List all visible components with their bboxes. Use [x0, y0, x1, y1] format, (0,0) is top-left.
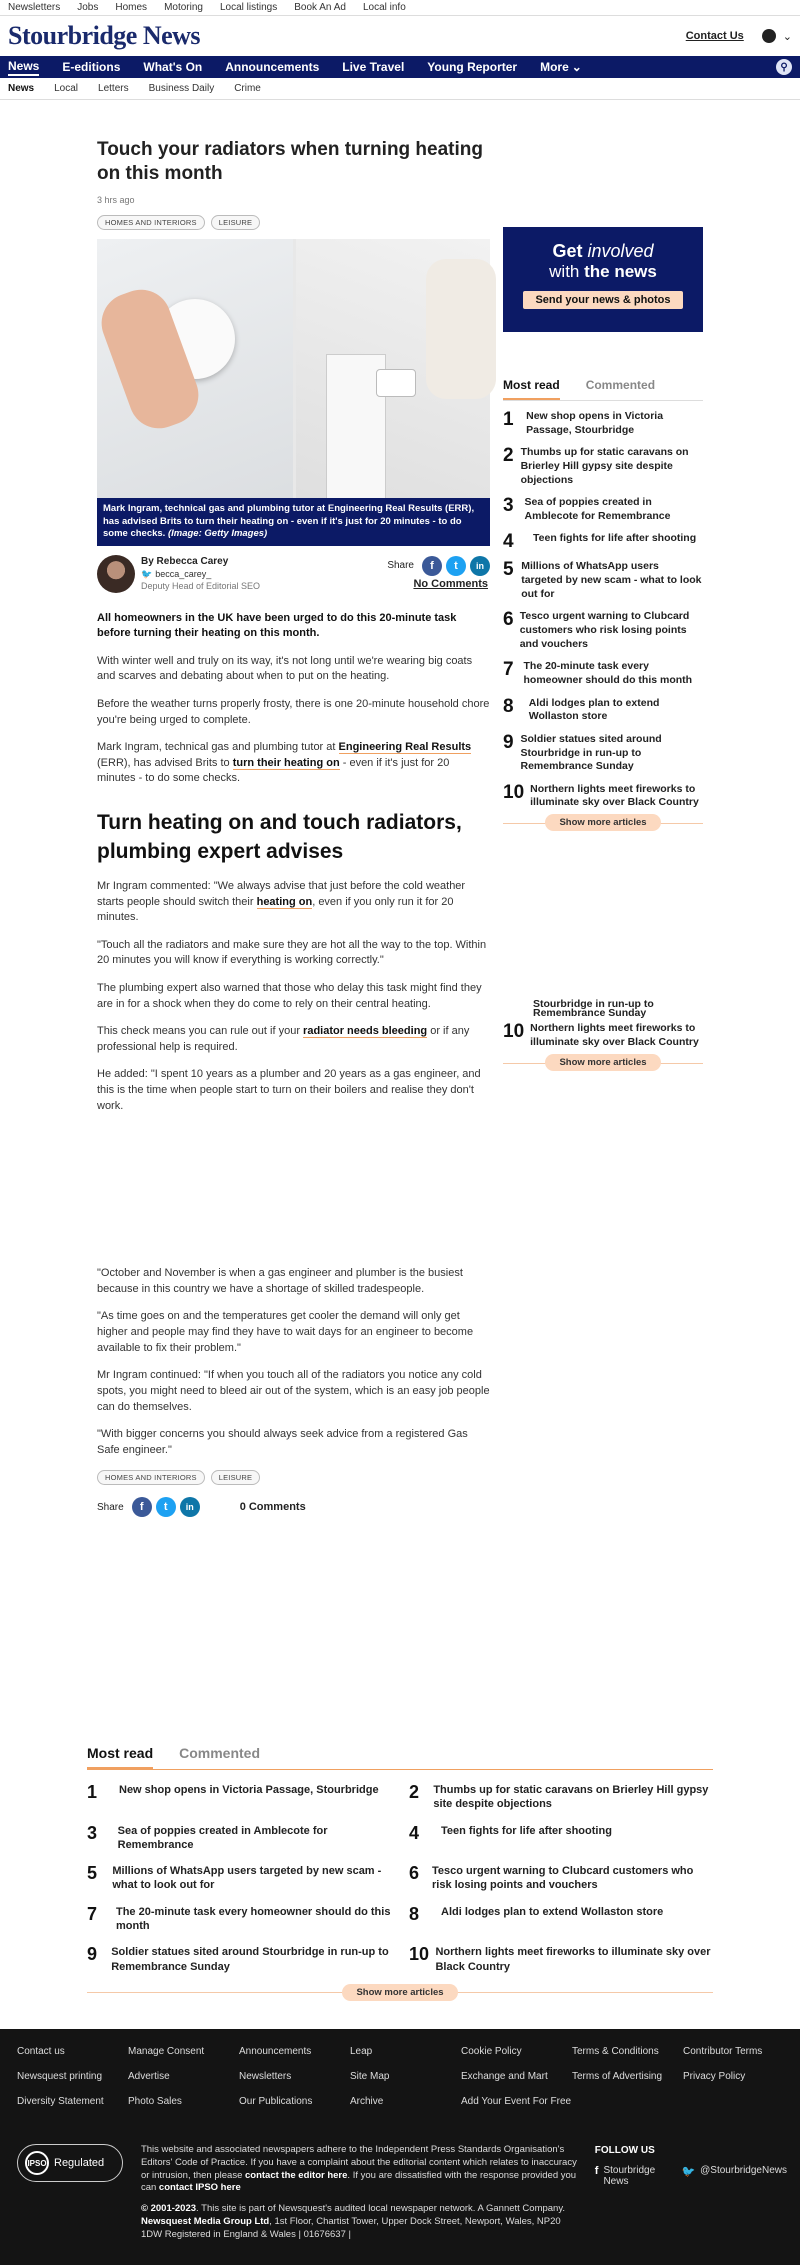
tag-leisure[interactable]: LEISURE: [211, 1470, 261, 1485]
top-links: [0, 0, 800, 16]
most-read-tabs: [503, 378, 703, 401]
footer-link[interactable]: Terms of Advertising: [572, 2071, 663, 2082]
list-item[interactable]: [409, 1783, 713, 1812]
text: Mark Ingram, technical gas and plumbing tutor at: [97, 741, 339, 754]
text: Get: [552, 241, 588, 261]
contact-editor-link[interactable]: contact the editor here: [245, 2169, 348, 2181]
rank-number: 7: [503, 659, 514, 681]
rank-number: 1: [87, 1782, 98, 1802]
article-tags: [97, 215, 490, 230]
rank-number: 5: [87, 1863, 98, 1884]
sub-nav: [0, 78, 800, 100]
rank-number: 10: [409, 1944, 430, 1965]
list-item-title: The 20-minute task every homeowner should do this month: [523, 660, 693, 686]
list-item[interactable]: [503, 783, 703, 810]
ipso-icon: IPSO: [25, 2151, 49, 2175]
facebook-icon[interactable]: f: [132, 1497, 152, 1517]
footer: [0, 2029, 800, 2265]
follow-twitter-label: @StourbridgeNews: [700, 2165, 787, 2176]
author-info: [141, 555, 260, 593]
article-time: 3 hrs ago: [97, 194, 135, 205]
paragraph: "Touch all the radiators and make sure they are hot all the way to the top. Within 20 minutes you will know if everything is working correctly.": [97, 938, 487, 967]
footer-link[interactable]: Archive: [350, 2096, 384, 2107]
hero-image: [97, 239, 490, 546]
author-block: [97, 555, 490, 599]
list-item-title: Soldier statues sited around Stourbridge in run-up to Remembrance Sunday: [111, 1946, 389, 1973]
article-subheading: Turn heating on and touch radiators, plumbing expert advises: [97, 810, 462, 863]
paragraph: [97, 1024, 490, 1055]
text: (ERR), has advised Brits to: [97, 756, 233, 769]
text: involved: [587, 241, 654, 261]
article-tags-bottom: [97, 1470, 490, 1485]
sidebar-most-read-sticky: [503, 1000, 703, 1071]
nav-more[interactable]: [540, 60, 582, 74]
send-news-promo: [503, 227, 703, 332]
list-item[interactable]: [87, 1783, 391, 1812]
user-icon: [762, 29, 776, 43]
list-item-title: Northern lights meet fireworks to illuminate sky over Black Country: [530, 782, 699, 809]
author-avatar: [97, 555, 135, 593]
share-bar-bottom: [97, 1497, 490, 1517]
ipso-label: Regulated: [54, 2157, 105, 2169]
rank-number: 7: [87, 1903, 98, 1924]
toplink-motoring[interactable]: Motoring: [164, 2, 203, 13]
promo-line-1: [503, 241, 703, 262]
rank-number: 10: [503, 781, 525, 803]
list-item[interactable]: [87, 1864, 391, 1893]
footer-link[interactable]: Newsletters: [239, 2071, 292, 2082]
comments-link-bottom[interactable]: 0 Comments: [239, 1501, 306, 1514]
bottom-most-read: [87, 1745, 713, 2001]
subnav-business-daily[interactable]: Business Daily: [148, 83, 215, 94]
text: , even if you only run it for 20 minutes.: [97, 895, 454, 924]
promo-line-2: [503, 262, 703, 282]
footer-links: [0, 2029, 800, 2107]
rank-number: 9: [87, 1944, 98, 1965]
link-engineering-real-results[interactable]: Engineering Real Results: [338, 741, 472, 754]
text: the news: [584, 262, 657, 281]
send-news-button[interactable]: Send your news & photos: [523, 291, 682, 309]
toplink-local-listings[interactable]: Local listings: [219, 2, 278, 13]
caption-text: Mark Ingram, technical gas and plumbing tutor at Engineering Real Results (ERR), has advised Brits to turn their heating on - even if it's just for 20 minutes - to do some checks.: [103, 503, 475, 540]
link-radiator-needs-bleeding[interactable]: radiator needs bleeding: [303, 1025, 428, 1038]
search-icon[interactable]: ⚲: [776, 59, 792, 75]
follow-facebook-label: Stourbridge News: [603, 2165, 656, 2187]
caption-credit: (Image: Getty Images): [167, 528, 268, 540]
comments-link[interactable]: No Comments: [413, 577, 488, 590]
site-logo[interactable]: Stourbridge News: [8, 21, 201, 50]
rank-number: 4: [503, 531, 514, 553]
masthead: [0, 16, 800, 56]
footer-link[interactable]: Cookie Policy: [461, 2046, 522, 2057]
paragraph: Before the weather turns properly frosty, there is one 20-minute household chore you're being urged to complete.: [97, 697, 490, 726]
list-item[interactable]: [87, 1945, 391, 1974]
list-item[interactable]: [87, 1824, 391, 1853]
text: Newsquest Media Group Ltd: [140, 2216, 270, 2228]
toplink-jobs[interactable]: Jobs: [77, 2, 99, 13]
legal-paragraph: [141, 2144, 581, 2195]
twitter-icon[interactable]: t: [156, 1497, 176, 1517]
footer-link[interactable]: Exchange and Mart: [461, 2071, 548, 2082]
show-more-wrap: [87, 1984, 713, 2001]
list-item[interactable]: [503, 532, 703, 551]
text: , 1st Floor, Chartist Tower, Upper Dock Street, Newport, Wales, NP20 1DW Registered in England & Wales | 01676637 |: [140, 2216, 561, 2240]
list-item-title: New shop opens in Victoria Passage, Stourbridge: [119, 1784, 379, 1796]
text: . If you are dissatisfied with the response provided you can: [140, 2169, 577, 2194]
list-item-title: Sea of poppies created in Amblecote for Remembrance: [524, 496, 671, 522]
list-item[interactable]: [503, 697, 703, 724]
footer-link[interactable]: Add Your Event For Free: [461, 2096, 572, 2107]
footer-link[interactable]: Advertise: [128, 2071, 170, 2082]
list-item-title: Millions of WhatsApp users targeted by new scam - what to look out for: [112, 1865, 382, 1892]
twitter-icon: 🐦: [681, 2166, 696, 2178]
footer-link[interactable]: Photo Sales: [128, 2096, 182, 2107]
sidebar-most-read: [503, 378, 703, 831]
list-item[interactable]: [503, 610, 703, 651]
follow-us: [595, 2144, 787, 2242]
ad-slot: [97, 1114, 490, 1254]
show-more-articles-button[interactable]: Show more articles: [545, 814, 660, 831]
subnav-news[interactable]: News: [8, 83, 35, 94]
linkedin-icon[interactable]: in: [180, 1497, 200, 1517]
nav-e-editions[interactable]: E-editions: [62, 60, 121, 74]
tag-leisure[interactable]: LEISURE: [211, 215, 261, 230]
paragraph: He added: "I spent 10 years as a plumber and 20 years as a gas engineer, and this is the time when people start to turn on their boilers and realise they don't work.: [97, 1068, 481, 1112]
article-headline: Touch your radiators when turning heating on this month: [97, 139, 483, 184]
chevron-down-icon: ⌄: [782, 30, 792, 43]
text: This website and associated newspapers adhere to the Independent Press Standards Organisation's Editors' Code of Practice. If you have a complaint about the editorial content which relates to inaccuracy or intrusion, then please: [140, 2144, 577, 2181]
author-handle-link[interactable]: [141, 568, 260, 580]
rank-number: 6: [503, 609, 514, 631]
radiator-valve: [376, 369, 416, 397]
copyright-paragraph: [141, 2203, 581, 2241]
most-read-list: [503, 410, 703, 810]
subnav-local[interactable]: Local: [54, 83, 79, 94]
facebook-icon[interactable]: f: [422, 556, 442, 576]
list-item-title: Soldier statues sited around Stourbridge in run-up to Remembrance Sunday: [520, 732, 662, 773]
rank-number: 2: [409, 1782, 420, 1802]
tab-commented[interactable]: Commented: [585, 378, 656, 392]
list-item[interactable]: [409, 1864, 713, 1893]
author-role: Deputy Head of Editorial SEO: [141, 581, 261, 592]
list-item[interactable]: [503, 560, 703, 601]
list-item-title: Northern lights meet fireworks to illuminate sky over Black Country: [530, 1022, 699, 1048]
list-item[interactable]: [503, 410, 703, 437]
paragraph: With winter well and truly on its way, it's not long until we're wearing big coats and scarves and debating about when to put on the heating.: [97, 654, 473, 683]
twitter-icon[interactable]: t: [446, 556, 466, 576]
footer-link[interactable]: Diversity Statement: [17, 2096, 104, 2107]
paragraph: "October and November is when a gas engineer and plumber is the busiest because in this country we have a shortage of skilled tradespeople.: [97, 1267, 463, 1295]
list-item-title: Aldi lodges plan to extend Wollaston store: [441, 1905, 664, 1918]
footer-link[interactable]: Terms & Conditions: [572, 2046, 659, 2057]
text: Mr Ingram commented: "We always advise that just before the cold weather starts people should switch their: [97, 879, 466, 908]
rank-number: 3: [87, 1822, 98, 1843]
toplink-homes[interactable]: Homes: [115, 2, 148, 13]
nav-young-reporter[interactable]: Young Reporter: [427, 60, 518, 74]
article-body: [97, 611, 490, 1518]
article-lede: All homeowners in the UK have been urged to do this 20-minute task before turning their heating on this month.: [97, 611, 457, 640]
most-read-grid: [87, 1783, 713, 1974]
list-item-title: Teen fights for life after shooting: [533, 532, 697, 545]
nav-more-label: More: [540, 60, 569, 74]
list-item-title: Aldi lodges plan to extend Wollaston store: [528, 696, 660, 723]
text: with: [549, 262, 585, 281]
footer-link[interactable]: Site Map: [350, 2071, 390, 2082]
rank-number: 8: [409, 1903, 420, 1924]
contact-ipso-link[interactable]: contact IPSO here: [158, 2182, 241, 2194]
list-item[interactable]: [503, 660, 703, 687]
chevron-down-icon: ⌄: [571, 60, 582, 74]
text: - even if it's just for 20 minutes - to do some checks.: [97, 756, 450, 785]
nav-live-travel[interactable]: Live Travel: [342, 60, 405, 74]
author-name[interactable]: By Rebecca Carey: [141, 555, 229, 567]
rank-number: 8: [503, 695, 514, 717]
list-item[interactable]: [87, 1905, 391, 1934]
share-label: Share: [387, 560, 414, 571]
tab-most-read[interactable]: Most read: [87, 1745, 153, 1769]
show-more-wrap: [503, 814, 703, 831]
paragraph: [97, 879, 490, 926]
text: . This site is part of Newsquest's audited local newspaper network. A Gannett Company.: [196, 2203, 566, 2215]
subnav-crime[interactable]: Crime: [234, 83, 261, 94]
link-turn-heating-on[interactable]: turn their heating on: [232, 756, 340, 769]
list-item[interactable]: [409, 1905, 713, 1934]
follow-facebook[interactable]: [595, 2165, 664, 2187]
list-item-title: Thumbs up for static caravans on Brierley Hill gypsy site despite objections: [433, 1784, 709, 1811]
paragraph: [97, 740, 490, 787]
show-more-wrap: [503, 1054, 703, 1071]
show-more-articles-button[interactable]: Show more articles: [545, 1054, 660, 1071]
facebook-icon: f: [594, 2165, 599, 2177]
text: © 2001-2023: [140, 2203, 197, 2215]
account-button[interactable]: [762, 29, 792, 43]
footer-link[interactable]: Contributor Terms: [683, 2046, 763, 2057]
rank-number: 9: [503, 731, 514, 753]
masthead-actions: [686, 29, 792, 43]
list-item[interactable]: [503, 1022, 703, 1049]
paragraph: "With bigger concerns you should always seek advice from a registered Gas Safe engineer.": [97, 1428, 468, 1456]
rank-number: 3: [503, 495, 514, 517]
list-item[interactable]: [409, 1824, 713, 1853]
most-read-tabs: [87, 1745, 713, 1770]
list-item-title-partial: Stourbridge in run-up to Remembrance Sunday: [533, 998, 654, 1020]
nav-whats-on[interactable]: What's On: [143, 60, 203, 74]
follow-title: FOLLOW US: [594, 2145, 655, 2156]
main-nav: [0, 56, 800, 78]
nav-announcements[interactable]: Announcements: [225, 60, 320, 74]
footer-bottom: [17, 2144, 787, 2242]
share-label: Share: [97, 1501, 124, 1513]
rank-number: 10: [503, 1021, 525, 1042]
rank-number: 1: [503, 409, 514, 430]
list-item[interactable]: [503, 733, 703, 774]
rank-number: 4: [409, 1822, 420, 1843]
sleeve-shape: [426, 259, 496, 399]
tab-most-read[interactable]: Most read: [503, 378, 560, 400]
follow-links: [595, 2165, 787, 2187]
rank-number: 5: [503, 559, 514, 581]
subnav-letters[interactable]: Letters: [98, 83, 129, 94]
author-handle: becca_carey_: [155, 569, 212, 579]
rank-number: 2: [503, 445, 514, 467]
twitter-icon: 🐦: [141, 569, 153, 579]
list-item[interactable]: [503, 446, 703, 487]
contact-us-link[interactable]: Contact Us: [685, 30, 744, 42]
list-item-title: The 20-minute task every homeowner should do this month: [115, 1905, 391, 1933]
ipso-regulated-badge[interactable]: [17, 2144, 123, 2182]
list-item[interactable]: [409, 1945, 713, 1974]
linkedin-icon[interactable]: in: [470, 556, 490, 576]
toplink-local-info[interactable]: Local info: [362, 2, 406, 13]
paragraph: "As time goes on and the temperatures get cooler the demand will only get higher and people may find they have to wait days for an engineer to become available to fix their problem.": [97, 1310, 474, 1354]
nav-news[interactable]: News: [8, 59, 39, 76]
tab-commented[interactable]: Commented: [179, 1745, 261, 1761]
follow-twitter[interactable]: [681, 2165, 787, 2187]
list-item-title: Thumbs up for static caravans on Brierley Hill gypsy site despite objections: [520, 446, 689, 486]
show-more-articles-button[interactable]: Show more articles: [342, 1984, 457, 2001]
toplink-book-an-ad[interactable]: Book An Ad: [294, 2, 346, 13]
image-caption: [97, 498, 490, 545]
rank-number: 6: [409, 1863, 420, 1884]
footer-link[interactable]: Announcements: [239, 2046, 312, 2057]
list-item-title: Tesco urgent warning to Clubcard customers who risk losing points and vouchers: [519, 610, 690, 650]
footer-link[interactable]: Contact us: [17, 2046, 65, 2057]
footer-link[interactable]: Newsquest printing: [17, 2071, 103, 2082]
footer-link[interactable]: Leap: [350, 2046, 373, 2057]
paragraph: The plumbing expert also warned that those who delay this task might find they are in for a shock when they do come to rely on their central heating.: [97, 981, 482, 1010]
list-item-title: New shop opens in Victoria Passage, Stourbridge: [526, 410, 664, 436]
tag-homes-and-interiors[interactable]: HOMES AND INTERIORS: [97, 1470, 205, 1485]
article: [97, 138, 490, 1517]
list-item-title: Sea of poppies created in Amblecote for Remembrance: [117, 1824, 328, 1851]
paragraph: Mr Ingram continued: "If when you touch all of the radiators you notice any cold spots, you might need to bleed air out of the system, which is an easy job people can do themselves.: [97, 1369, 490, 1413]
footer-link[interactable]: Privacy Policy: [683, 2071, 746, 2082]
list-item-title: Northern lights meet fireworks to illuminate sky over Black Country: [435, 1946, 711, 1973]
list-item[interactable]: [503, 496, 703, 523]
list-item-title: Millions of WhatsApp users targeted by new scam - what to look out for: [521, 560, 702, 600]
footer-link[interactable]: Manage Consent: [128, 2046, 205, 2057]
legal-text: [141, 2144, 581, 2242]
toplink-newsletters[interactable]: Newsletters: [8, 2, 61, 13]
text: or if any professional help is required.: [97, 1025, 470, 1053]
footer-link[interactable]: Our Publications: [239, 2096, 313, 2107]
share-bar: [387, 556, 490, 576]
list-item-title: Teen fights for life after shooting: [441, 1824, 612, 1837]
list-item-title: Tesco urgent warning to Clubcard customers who risk losing points and vouchers: [431, 1865, 694, 1892]
text: This check means you can rule out if your: [97, 1025, 304, 1038]
tag-homes-and-interiors[interactable]: HOMES AND INTERIORS: [97, 215, 205, 230]
link-heating-on[interactable]: heating on: [256, 895, 313, 908]
